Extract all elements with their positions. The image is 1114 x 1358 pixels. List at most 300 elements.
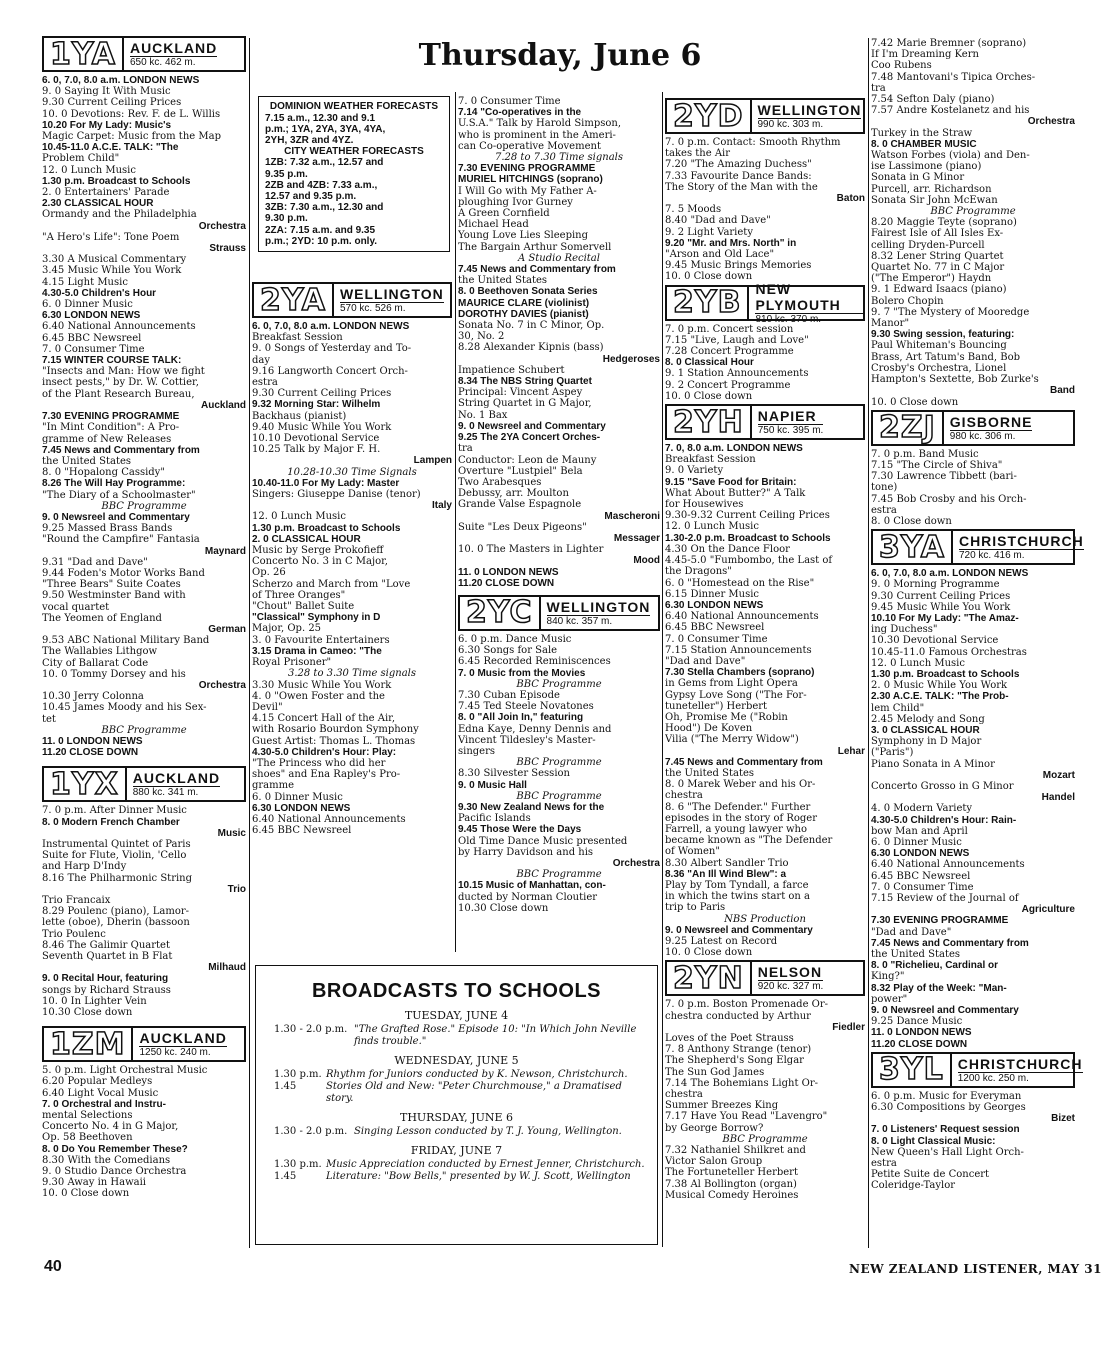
schedule-line: 7.45 Ted Steele Novatones <box>458 701 594 713</box>
station-city: GISBORNE <box>949 413 1033 430</box>
schedule-line: 7. 0 Music from the Movies <box>458 667 586 679</box>
schedule-line: 6.30 LONDON NEWS <box>871 848 970 860</box>
schedule-line: tone) <box>871 482 898 494</box>
schedule-line: MURIEL HITCHINGS (soprano) <box>458 174 603 186</box>
schedule-line: Crosby's Orchestra, Lionel <box>871 362 1007 374</box>
schedule-line: String Quartet in G Major, <box>458 398 592 410</box>
schedule-line: 8.30 With the Comedians <box>42 1154 171 1166</box>
schedule-line: "Dad and Dave" <box>665 655 746 667</box>
schedule-line: 9.30-9.32 Current Ceiling Prices <box>665 510 830 522</box>
schedule-line: 6.40 Light Vocal Music <box>42 1087 159 1099</box>
broadcasts-to-schools-box <box>255 965 658 1245</box>
schedule-line: Concerto Grosso in G Minor <box>871 780 1014 792</box>
schedule-line: 8.26 The Will Hay Programme: <box>42 478 186 490</box>
schedule-line: 2ZA: 7.15 a.m. and 9.35 <box>265 224 376 236</box>
schedule-line: 7.28 to 7.30 Time signals <box>494 152 624 164</box>
schedule-line: 10.25 Talk by Major F. H. <box>252 444 381 456</box>
station-frequency: 980 kc. 306 m. <box>949 430 1016 442</box>
schedule-line: 7.30 Lawrence Tibbett (bari- <box>871 471 1017 483</box>
schedule-line: Breakfast Session <box>665 454 756 466</box>
column-2 <box>252 280 452 836</box>
schedule-line: 3.30 Music While You Work <box>252 679 392 691</box>
schedule-line: 7. 0 Consumer Time <box>42 343 145 355</box>
schedule-line: trip to Paris <box>665 902 726 914</box>
station-call-sign: 3YL <box>873 1054 952 1086</box>
schedule-line: 6. 0 Dinner Music <box>871 837 962 848</box>
schools-entry-time: 1.30 - 2.0 p.m. <box>274 1024 348 1035</box>
schedule-line: Lehar <box>837 745 865 757</box>
schedule-line: Trio <box>227 883 246 895</box>
schedule-line: "Three Bears" Suite Coates <box>42 579 181 591</box>
schedule-line: 10.30 Devotional Service <box>871 635 999 647</box>
schedule-line: 8.36 "An Ill Wind Blew": a <box>665 868 787 880</box>
schedule-line: "The Diary of a Schoolmaster" <box>42 489 196 501</box>
schedule-line: 10.45-11.0 A.C.E. TALK: "The <box>42 142 179 154</box>
station-city: AUCKLAND <box>139 1030 227 1047</box>
station-frequency: 750 kc. 395 m. <box>757 425 824 437</box>
schedule-line: Victor Salon Group <box>665 1156 763 1168</box>
schedule-line: Agriculture <box>1021 904 1075 916</box>
schedule-line: became known as "The Defender <box>665 835 833 847</box>
schedule-line: ing Duchess" <box>871 624 938 636</box>
schedule-line: NBS Production <box>724 913 806 925</box>
schedule-line: Mood <box>633 555 660 567</box>
schedule-line: 9.25 Latest on Record <box>665 936 778 947</box>
schedule-line: Major, Op. 25 <box>252 623 322 635</box>
station-frequency: 1200 kc. 250 m. <box>957 1072 1029 1084</box>
schedule-line: lem Child" <box>871 702 925 714</box>
schedule-line: 10.45-11.0 Famous Orchestras <box>871 646 1027 658</box>
schedule-2ya <box>252 321 452 836</box>
schedule-line: Instrumental Quintet of Paris <box>42 839 191 850</box>
schools-entry-description: Stories Old and New: "Peter Churchmouse," a Dramatised story. <box>326 1081 622 1104</box>
schedule-line: Backhaus (pianist) <box>252 410 347 422</box>
schedule-line: 11. 0 LONDON NEWS <box>42 735 143 747</box>
station-header-1yx <box>42 766 246 802</box>
schedule-line: 9.30 New Zealand News for the <box>458 801 605 813</box>
schedule-line: "Round the Campfire" Fantasia <box>42 534 200 546</box>
schedule-line: 6.40 National Announcements <box>665 611 819 623</box>
schedule-line: 6.40 National Announcements <box>871 859 1025 871</box>
schedule-line: Messager <box>613 532 660 544</box>
schedule-line: Vincent Tildesley's Master- <box>458 734 596 746</box>
schedule-line: 8.28 Alexander Kipnis (bass) <box>458 342 604 354</box>
schedule-line: Summer Breezes King <box>665 1100 779 1112</box>
schedule-line: the United States <box>458 275 548 287</box>
schedule-line: 10.30 Jerry Colonna <box>42 691 144 703</box>
schedule-line: Conductor: Leon de Mauny <box>458 454 597 466</box>
schedule-line: 9.20 "Mr. and Mrs. North" in <box>665 237 797 249</box>
schedule-line: 2.30 CLASSICAL HOUR <box>42 198 154 210</box>
schedule-line: 10. 0 The Masters in Lighter <box>458 544 604 556</box>
schedule-line: New Queen's Hall Light Orch- <box>871 1146 1024 1158</box>
schedule-line: Devil" <box>252 701 283 713</box>
schedule-line: 6. 0, 7.0, 8.0 a.m. LONDON NEWS <box>252 321 410 332</box>
schedule-line: The Story of the Man with the <box>665 181 818 193</box>
schedule-line: 7. 0 p.m. Boston Promenade Or- <box>665 999 829 1011</box>
schedule-line: in which the twins start on a <box>665 891 811 903</box>
schedule-line: 9.25 The 2YA Concert Orches- <box>458 432 601 444</box>
schedule-2yd <box>665 137 865 283</box>
schedule-line: 9. 0 Songs of Yesterday and To- <box>252 343 412 355</box>
schedule-line: King?" <box>871 971 905 983</box>
station-call-sign: 2YA <box>254 284 334 316</box>
schedule-line: 10.40-11.0 For My Lady: Master <box>252 477 400 489</box>
schedule-line: 3. 0 CLASSICAL HOUR <box>871 724 980 736</box>
schedule-line: 6. 0, 7.0, 8.0 a.m. LONDON NEWS <box>871 568 1029 580</box>
station-header-3ya <box>871 529 1084 565</box>
schedule-line: estra <box>871 1158 897 1170</box>
schedule-line: of the Plant Research Bureau, <box>42 388 195 400</box>
schedule-line: BBC Programme <box>516 678 602 690</box>
schedule-line: 7.48 Mantovani's Tipica Orches- <box>871 71 1036 83</box>
schedule-line: tra <box>871 82 886 94</box>
schedule-line: "A Hero's Life": Tone Poem <box>42 231 180 243</box>
schedule-line: 7. 0 p.m. Concert session <box>665 323 794 335</box>
schedule-line: 9. 0 Variety <box>665 465 724 477</box>
schedule-line: shoes" and Ena Rapley's Pro- <box>252 769 401 781</box>
column-1 <box>42 34 246 1200</box>
schedule-line: The Sun God James <box>665 1066 765 1078</box>
station-city: AUCKLAND <box>129 40 218 56</box>
station-header-2yb <box>665 280 865 325</box>
station-header-2yc <box>458 595 660 631</box>
schedule-line: 9.15 "Save Food for Britain: <box>665 476 797 488</box>
schedule-line: BBC Programme <box>101 500 187 512</box>
schedule-line: 9.31 "Dad and Dave" <box>42 556 148 568</box>
schedule-line: Lampen <box>413 455 452 467</box>
schedule-line: 10. 0 In Lighter Vein <box>42 995 147 1007</box>
schedule-line: 2.45 Melody and Song <box>871 713 985 725</box>
schedule-line: tuneteller") Herbert <box>665 700 768 712</box>
column-5 <box>871 38 1084 1192</box>
schedule-line: ducted by Norman Cloutier <box>458 891 598 903</box>
schedule-line: 8.32 Lener String Quartet <box>871 250 1004 262</box>
schedule-1zm <box>42 1065 246 1199</box>
schedule-line: 4.15 Light Music <box>42 276 128 288</box>
station-frequency: 920 kc. 327 m. <box>757 981 824 993</box>
station-city: AUCKLAND <box>132 770 221 787</box>
schedule-line: 9.45 Music While You Work <box>871 601 1011 613</box>
schedule-line: Strauss <box>209 243 246 255</box>
schedule-line: by George Borrow? <box>665 1122 764 1134</box>
schedule-line: Edna Kaye, Denny Dennis and <box>458 723 612 735</box>
schedule-line: I Will Go with My Father A- <box>458 185 597 197</box>
schedule-line: estra <box>871 504 897 516</box>
station-header-2yd <box>665 98 865 134</box>
schedule-line: 6. 0 "Homestead on the Rise" <box>665 577 815 589</box>
schedule-line: 8.46 The Galimir Quartet <box>42 939 170 951</box>
schedule-line: "Arson and Old Lace" <box>665 249 775 261</box>
schedule-line: A Studio Recital <box>518 252 600 264</box>
schedule-line: Singers: Giuseppe Danise (tenor) <box>252 489 421 501</box>
schedule-line: Principal: Vincent Aspey <box>458 387 583 399</box>
schedule-line: 7. 0 Orchestral and Instru- <box>42 1098 166 1110</box>
schedule-line: 7. 8 Anthony Strange (tenor) <box>665 1044 812 1056</box>
schedule-line: Fiedler <box>832 1021 865 1033</box>
schedule-line: The Fortuneteller Herbert <box>665 1167 798 1179</box>
schedule-line: 8. 6 "The Defender." Further <box>665 801 811 813</box>
schedule-line: 8.32 Play of the Week: "Man- <box>871 982 1007 994</box>
schedule-line: 9. 0 Studio Dance Orchestra <box>42 1166 187 1178</box>
schedule-line: chestra <box>665 1089 703 1101</box>
column-rule <box>868 38 869 1248</box>
schedule-line: 4.30-5.0 Children's Hour: Play: <box>252 746 397 758</box>
station-frequency: 810 kc. 370 m. <box>755 313 822 325</box>
schedule-line: 7.15 Review of the Journal of <box>871 893 1019 905</box>
schedule-line: 2.30 A.C.E. TALK: "The Prob- <box>871 691 1009 703</box>
schedule-line: 6. 0 Dinner Music <box>252 791 343 803</box>
station-call-sign: 2YN <box>667 962 752 994</box>
schedule-line: 8. 0 Close down <box>871 515 952 527</box>
schedule-line: Scherzo and March from "Love <box>252 578 411 590</box>
schedule-line: Music by Serge Prokofieff <box>252 545 384 557</box>
schedule-line: 6.30 LONDON NEWS <box>665 599 764 611</box>
schedule-line: Old Time Dance Music presented <box>458 835 628 847</box>
schools-entry <box>262 1126 651 1138</box>
schedule-line: the Dragons" <box>665 566 732 578</box>
schedule-line: Vilia ("The Merry Widow") <box>665 734 799 746</box>
schedule-line: 10.10 For My Lady: "The Amaz- <box>871 612 1019 624</box>
schedule-line: Brass, Art Tatum's Band, Bob <box>871 351 1021 363</box>
schedule-line: 7.14 The Bohemians Light Or- <box>665 1077 819 1089</box>
schedule-line: the United States <box>42 455 132 467</box>
schedule-line: ise Lassimone (piano) <box>871 161 982 173</box>
schedule-line: A Green Cornfield <box>458 208 550 220</box>
schedule-2yb <box>665 324 865 402</box>
schedule-line: 10. 0 Close down <box>665 947 753 959</box>
station-header-1ya <box>42 36 246 72</box>
schedule-line: "Classical" Symphony in D <box>252 612 381 624</box>
schedule-line: What About Butter?" A Talk <box>665 487 806 499</box>
schedule-line: 8. 0 CHAMBER MUSIC <box>871 138 977 150</box>
schedule-line: 1ZB: 7.32 a.m., 12.57 and <box>265 157 384 169</box>
schedule-line: 6.40 National Announcements <box>42 321 196 333</box>
schedule-line: 10.20 For My Lady: Music's <box>42 119 172 131</box>
schedule-line: 9. 7 "The Mystery of Mooredge <box>871 306 1030 318</box>
schedule-2zj <box>871 449 1075 527</box>
station-city: CHRISTCHURCH <box>958 533 1084 550</box>
schedule-line: for Housewives <box>665 499 744 511</box>
schedule-line: Paul Whiteman's Bouncing <box>871 340 1007 352</box>
station-city: CHRISTCHURCH <box>957 1055 1083 1072</box>
schedule-line: The Yeomen of England <box>42 612 162 624</box>
column-rule <box>455 92 456 952</box>
schedule-line: gramme <box>252 780 295 792</box>
schedule-line: p.m.; 2YD: 10 p.m. only. <box>265 235 378 247</box>
schedule-line: Breakfast Session <box>252 332 343 344</box>
page-number: 40 <box>44 1258 62 1275</box>
schedule-line: 8. 0 Beethoven Sonata Series <box>458 286 598 298</box>
schedule-line: Mascheroni <box>604 510 660 522</box>
schedule-line: Coleridge-Taylor <box>871 1180 956 1192</box>
schedule-line: 6.45 BBC Newsreel <box>252 825 352 837</box>
schedule-line: Young Love Lies Sleeping <box>458 230 589 242</box>
schedule-line: 1.30 p.m. Broadcast to Schools <box>42 175 191 187</box>
schedule-line: The Shepherd's Song Elgar <box>665 1055 804 1067</box>
station-city: NELSON <box>757 964 823 981</box>
schedule-line: 10.30 Close down <box>42 1007 133 1019</box>
schedule-line: Gypsy Love Song ("The For- <box>665 689 807 701</box>
schedule-line: Debussy, arr. Moulton <box>458 488 569 500</box>
schedule-line: in Gems from Light Opera <box>665 678 798 690</box>
schedule-line: bow Man and April <box>871 825 968 837</box>
schedule-line: 8. 0 "Richelieu, Cardinal or <box>871 960 999 972</box>
schedule-line: 7. 0 Consumer Time <box>871 881 974 893</box>
schedule-line: estra <box>252 377 278 389</box>
schedule-line: Quartet No. 77 in C Major <box>871 262 1005 274</box>
schedule-line: 9.53 ABC National Military Band <box>42 635 210 647</box>
schedule-line: 1.30-2.0 p.m. Broadcast to Schools <box>665 532 831 544</box>
schedule-line: Piano Sonata in A Minor <box>871 758 995 770</box>
schedule-line: 11. 0 LONDON NEWS <box>871 1027 972 1039</box>
schedule-line: 11. 0 LONDON NEWS <box>458 566 559 578</box>
schedule-line: 12. 0 Lunch Music <box>252 511 346 523</box>
schedule-line: 7. 0 p.m. After Dinner Music <box>42 805 187 817</box>
schedule-line: 9.40 Music While You Work <box>252 421 392 433</box>
schedule-line: 8.29 Poulenc (piano), Lamor- <box>42 906 190 918</box>
schedule-line: BBC Programme <box>930 206 1016 218</box>
station-header-2yh <box>665 404 865 440</box>
schedule-line: Italy <box>431 500 452 512</box>
page-title: Thursday, June 6 <box>418 38 702 73</box>
schools-entry-time: 1.45 <box>274 1081 297 1092</box>
column-rule <box>249 38 250 1248</box>
schedule-line: 7.14 "Co-operatives in the <box>458 107 582 119</box>
schedule-line: 7.17 Have You Read "Lavengro" <box>665 1111 828 1123</box>
schedule-line: 5. 0 p.m. Light Orchestral Music <box>42 1065 208 1077</box>
schedule-line: p.m.; 1YA, 2YA, 3YA, 4YA, <box>265 123 386 135</box>
schedule-line: The Bargain Arthur Somervell <box>458 241 612 253</box>
schools-day: WEDNESDAY, JUNE 5 <box>394 1054 519 1067</box>
schedule-line: with Rosario Bourdon Symphony <box>252 724 419 736</box>
schedule-line: 8. 0 Marek Weber and his Or- <box>665 779 816 791</box>
schedule-line: Orchestra <box>198 679 246 691</box>
schedule-line: 7.15 "The Circle of Shiva" <box>871 459 1003 471</box>
schedule-line: Bolero Chopin <box>871 295 944 307</box>
station-frequency: 720 kc. 416 m. <box>958 550 1025 562</box>
schedule-line: chestra <box>665 790 703 802</box>
schedule-line: CITY WEATHER FORECASTS <box>284 146 424 158</box>
station-call-sign: 3YA <box>873 531 953 563</box>
schedule-line: DOROTHY DAVIES (pianist) <box>458 308 589 320</box>
schedule-line: 8. 0 Classical Hour <box>665 357 754 369</box>
schedule-line: "In Mint Condition": A Pro- <box>42 422 180 434</box>
schedule-line: Trio Poulenc <box>42 928 106 940</box>
schools-entry <box>262 1159 651 1171</box>
schedule-line: "Insects and Man: How we fight <box>42 366 205 378</box>
schedule-line: 8. 0 Modern French Chamber <box>42 816 180 828</box>
schedule-line: MAURICE CLARE (violinist) <box>458 297 590 309</box>
schedule-line: 7.15 "Live, Laugh and Love" <box>665 334 809 346</box>
schedule-line: 7.30 EVENING PROGRAMME <box>42 411 180 423</box>
schedule-line: 8.40 "Dad and Dave" <box>665 215 771 227</box>
schedule-line: 7.38 Al Bollington (organ) <box>665 1178 797 1190</box>
schedule-line: 7.15 Station Announcements <box>665 644 812 656</box>
station-call-sign: 2ZJ <box>873 412 944 444</box>
schedule-line: 2. 0 CLASSICAL HOUR <box>252 533 361 545</box>
schedule-line: 12. 0 Lunch Music <box>665 521 759 533</box>
schedule-line: Impatience Schubert <box>458 364 565 376</box>
schedule-line: 7.28 Concert Programme <box>665 346 794 358</box>
schedule-line: 7.45 Bob Crosby and his Orch- <box>871 493 1027 505</box>
schedule-line: 3.28 to 3.30 Time signals <box>287 668 417 680</box>
schedule-line: 9. 0 Recital Hour, featuring <box>42 973 169 985</box>
schedule-line: 9.45 Music Brings Memories <box>665 260 812 272</box>
schedule-line: 8. 0 Light Classical Music: <box>871 1135 996 1147</box>
schedule-line: 9.50 Westminster Band with <box>42 590 186 602</box>
schedule-line: 6.30 LONDON NEWS <box>42 310 141 322</box>
schedule-line: Magic Carpet: Music from the Map <box>42 131 221 143</box>
schedule-line: 11.20 CLOSE DOWN <box>871 1038 968 1050</box>
schedule-line: insect pests," by Dr. W. Cottier, <box>42 377 199 389</box>
schedule-line: Suite "Les Deux Pigeons" <box>458 521 587 533</box>
schedule-line: 9. 2 Concert Programme <box>665 379 791 391</box>
schedule-line: 30, No. 2 <box>458 331 505 343</box>
column-rule <box>662 92 663 1247</box>
station-frequency: 650 kc. 462 m. <box>129 57 196 68</box>
schedule-line: 7.42 Marie Bremner (soprano) <box>871 38 1027 49</box>
schedule-line: U.S.A." Talk by Harold Simpson, <box>458 118 622 130</box>
schedule-line: 10. 0 Close down <box>871 396 959 408</box>
schedule-line: episodes in the story of Roger <box>665 812 818 824</box>
schedule-line: and Harp D'Indy <box>42 861 127 873</box>
schedule-line: 1.30 p.m. Broadcast to Schools <box>252 522 401 534</box>
schedule-line: ("The Emperor") Haydn <box>871 273 992 285</box>
schedule-1yx <box>42 805 246 1018</box>
schools-entry <box>262 1081 651 1105</box>
schedule-line: Band <box>1050 385 1075 397</box>
schedule-line: vocal quartet <box>42 601 110 613</box>
schedule-line: Bizet <box>1051 1113 1075 1125</box>
schedule-line: Pacific Islands <box>458 813 531 825</box>
schedule-line: The Wallabies Lithgow <box>42 646 158 658</box>
schedule-line: 8.16 The Philharmonic String <box>42 872 193 884</box>
schedule-1ya <box>42 75 246 758</box>
schedule-line: City of Ballarat Code <box>42 657 149 669</box>
station-call-sign: 1ZM <box>44 1028 133 1060</box>
schedule-line: Royal Prisoner" <box>252 657 332 669</box>
schedule-line: 4. 0 "Owen Foster and the <box>252 690 385 702</box>
schedule-line: 6.45 Recorded Reminiscences <box>458 656 611 668</box>
schedule-line: Two Arabesques <box>458 476 542 488</box>
schedule-line: 12. 0 Lunch Music <box>42 164 136 176</box>
station-header-1zm <box>42 1026 246 1062</box>
schedule-line: Michael Head <box>458 219 529 231</box>
schools-entry-description: Literature: "Bow Bells," presented by W. J. Scott, Wellington <box>326 1171 631 1182</box>
schedule-line: 9.25 Massed Brass Bands <box>42 523 173 535</box>
schools-entry-time: 1.30 p.m. <box>274 1069 322 1080</box>
schedule-line: 6.15 Dinner Music <box>665 588 760 600</box>
schedule-line: power" <box>871 993 908 1005</box>
schedule-line: 6.20 Popular Medleys <box>42 1076 153 1088</box>
schedule-line: 7.30 Stella Chambers (soprano) <box>665 667 815 679</box>
schedule-line: 10. 0 Close down <box>42 1188 130 1200</box>
schedule-line: Hood") De Koven <box>665 723 753 735</box>
schedule-line: mental Selections <box>42 1110 133 1122</box>
schedule-line: 6.45 BBC Newsreel <box>42 332 142 344</box>
station-header-2yn <box>665 960 865 996</box>
station-call-sign: 1YA <box>44 38 124 70</box>
publication-footer: NEW ZEALAND LISTENER, MAY 31 <box>849 1262 1102 1276</box>
schedule-line: Orchestra <box>198 220 246 232</box>
schedule-line: Concerto No. 3 in C Major, <box>252 556 388 568</box>
schedule-line: Suite for Flute, Violin, 'Cello <box>42 850 187 862</box>
schedule-line: Maynard <box>204 545 246 557</box>
schedule-line: 8. 0 "All Join In," featuring <box>458 712 584 724</box>
schedule-line: ("Paris") <box>871 747 914 759</box>
schedule-line: 7.30 EVENING PROGRAMME <box>871 915 1009 927</box>
